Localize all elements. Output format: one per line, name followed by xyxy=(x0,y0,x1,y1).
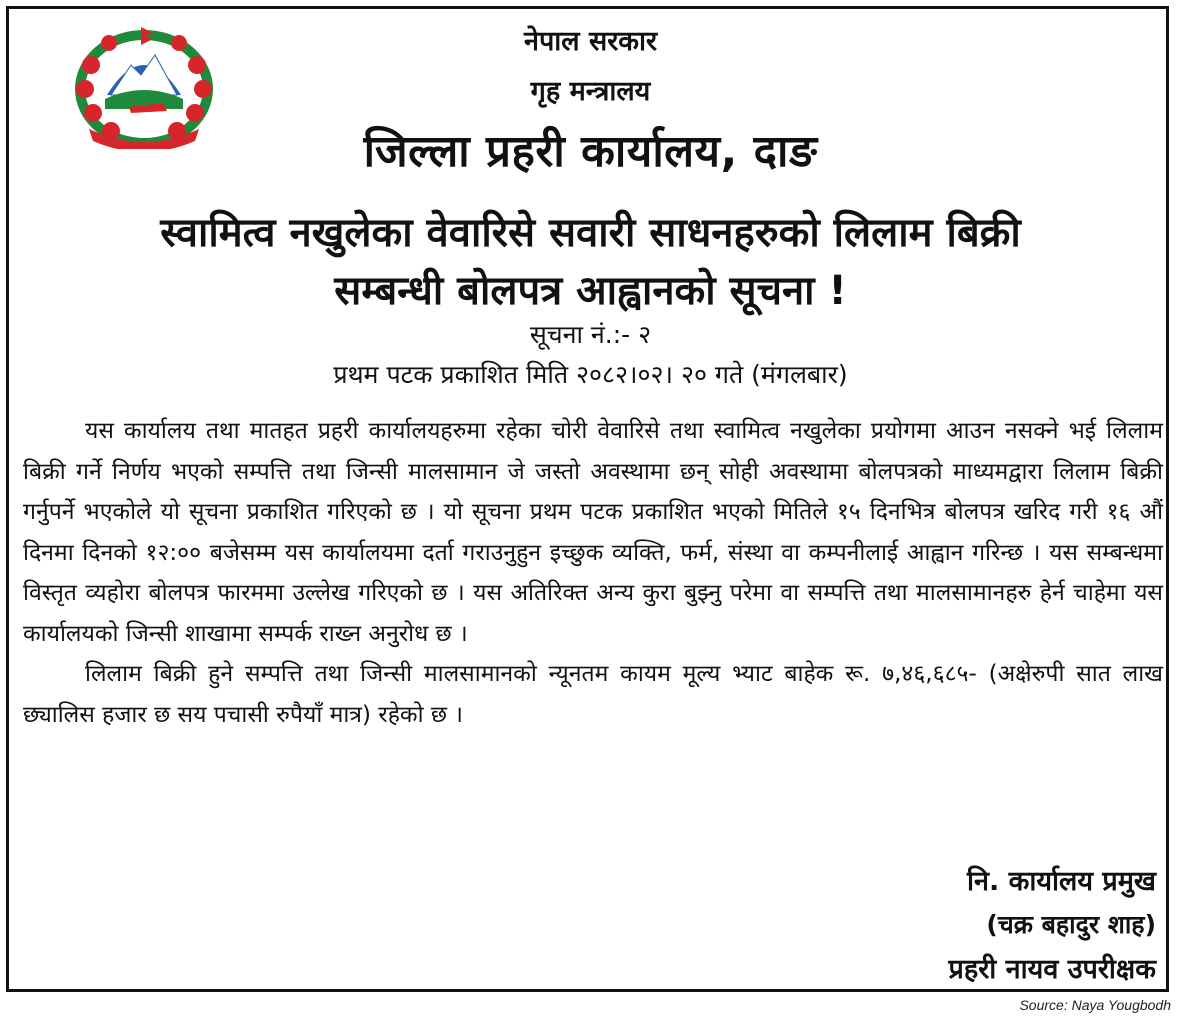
notice-frame xyxy=(6,6,1169,992)
signatory-rank: प्रहरी नायव उपरीक्षक xyxy=(948,954,1156,985)
signatory-name: (चक्र बहादुर शाह) xyxy=(986,910,1156,939)
signatory-title: नि. कार्यालय प्रमुख xyxy=(967,866,1156,897)
publication-date: प्रथम पटक प्रकाशित मिति २०८२।०२। २० गते (मंगलबार) xyxy=(333,360,848,389)
notice-title-line2: सम्बन्धी बोलपत्र आह्वानको सूचना ! xyxy=(334,268,847,314)
notice-number: सूचना नं.:- २ xyxy=(529,320,652,349)
office-name: जिल्ला प्रहरी कार्यालय, दाङ xyxy=(363,126,818,177)
body-paragraph-1: यस कार्यालय तथा मातहत प्रहरी कार्यालयहरुमा रहेका चोरी वेवारिसे तथा स्वामित्व नखुलेका प्रयोगमा आउन नसक्ने भई लिलाम बिक्री गर्ने निर्णय भएको सम्पत्ति तथा जिन्सी मालसामान जे जस्तो अवस्थामा छन् सोही अवस्थामा बोलपत्रको माध्यमद्वारा लिलाम बिक्री गर्नुपर्ने भएकोले यो सूचना प्रकाशित गरिएको छ । यो सूचना प्रथम पटक प्रकाशित भएको मितिले १५ दिनभित्र बोलपत्र खरिद गरी १६ औं दिनमा दिनको १२:०० बजेसम्म यस कार्यालयमा दर्ता गराउनुहुन इच्छुक व्यक्ति, फर्म, संस्था वा कम्पनीलाई आह्वान गरिन्छ । यस सम्बन्धमा विस्तृत व्यहोरा बोलपत्र फारममा उल्लेख गरिएको छ । यस अतिरिक्त अन्य कुरा बुझ्नु परेमा वा सम्पत्ति तथा मालसामानहरु हेर्न चाहेमा यस कार्यालयको जिन्सी शाखामा सम्पर्क राख्न अनुरोध छ । xyxy=(23,418,1163,647)
government-name: नेपाल सरकार xyxy=(523,26,658,57)
source-credit: Source: Naya Yougbodh xyxy=(1019,997,1171,1013)
body-paragraph-2: लिलाम बिक्री हुने सम्पत्ति तथा जिन्सी मालसामानको न्यूनतम कायम मूल्य भ्याट बाहेक रू. ७,४६,६८५- (अक्षेरुपी सात लाख छ्यालिस हजार छ सय पचासी रुपैयाँ मात्र) रहेको छ । xyxy=(23,661,1163,728)
notice-title-line1: स्वामित्व नखुलेका वेवारिसे सवारी साधनहरुको लिलाम बिक्री xyxy=(160,210,1021,256)
ministry-name: गृह मन्त्रालय xyxy=(530,76,651,107)
notice-body xyxy=(23,411,1163,735)
